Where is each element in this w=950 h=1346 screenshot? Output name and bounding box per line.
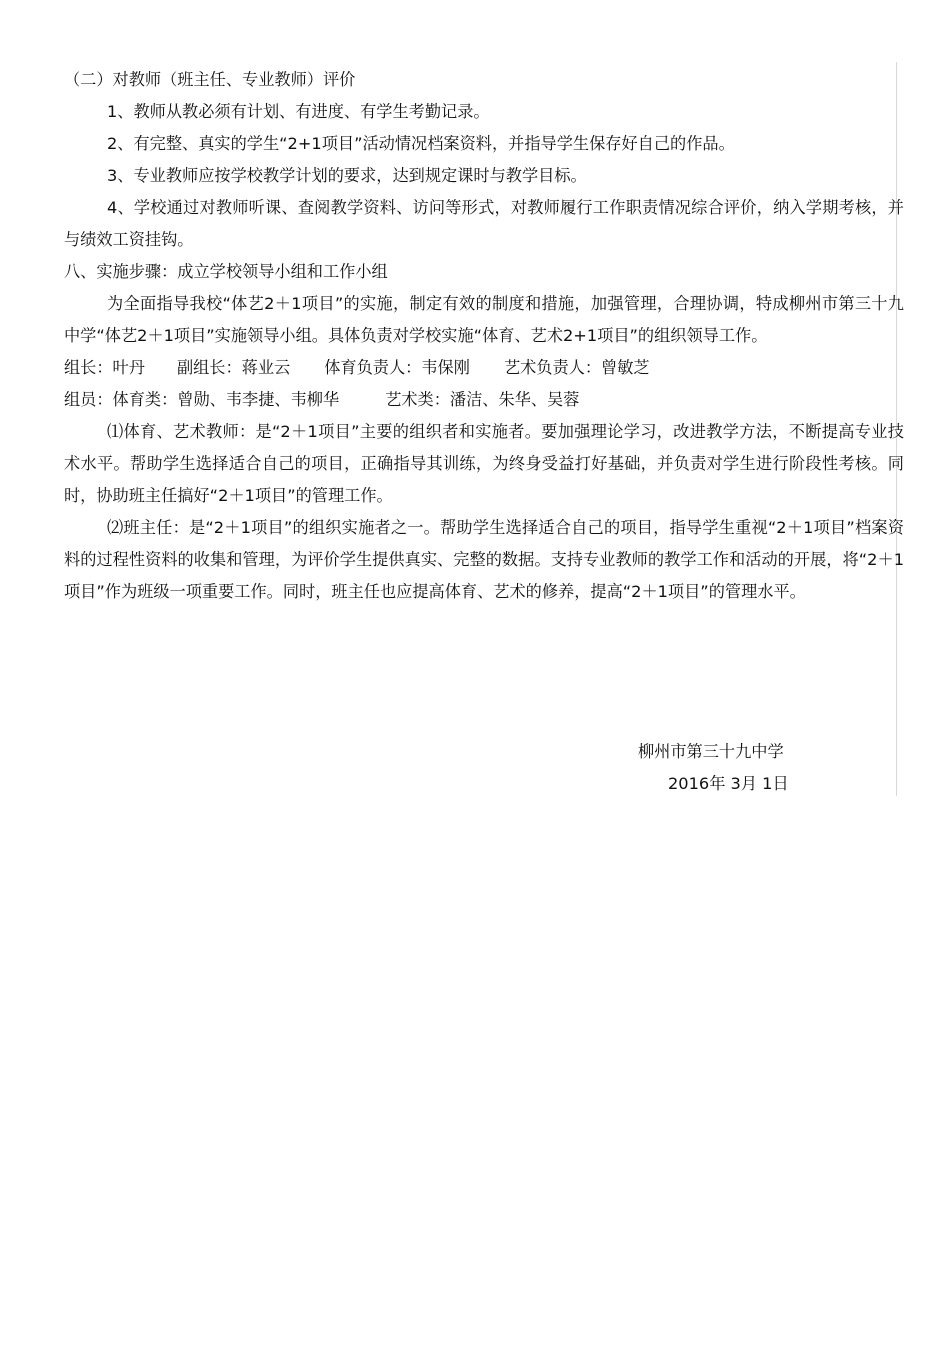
leadership-roster [64,352,904,384]
group-leader: 组长：叶丹 [64,358,145,377]
deputy-leader: 副组长：蒋业云 [176,358,291,377]
member-roster [64,384,904,416]
art-head: 艺术负责人：曾敏芝 [503,358,650,377]
teacher-eval-item-1: 1、教师从教必须有计划、有进度、有学生考勤记录。 [107,102,490,121]
teacher-eval-item-2: 2、有完整、真实的学生“2+1项目”活动情况档案资料，并指导学生保存好自己的作品。 [107,134,735,153]
signature-date: 2016年 3月 1日 [668,774,789,793]
leadership-group-intro: 为全面指导我校“体艺2＋1项目”的实施，制定有效的制度和措施，加强管理，合理协调，特成柳州市第三十九中学“体艺2＋1项目”实施领导小组。具体负责对学校实施“体育、艺术2+1项目”的组织领导工作。 [64,294,904,345]
pe-members: 组员：体育类：曾勋、韦李捷、韦柳华 [64,390,340,409]
section-heading-implementation-steps: 八、实施步骤：成立学校领导小组和工作小组 [64,262,388,281]
role-class-teacher: ⑵班主任：是“2＋1项目”的组织实施者之一。帮助学生选择适合自己的项目，指导学生重视“2＋1项目”档案资料的过程性资料的收集和管理，为评价学生提供真实、完整的数据。支持专业教师的教学工作和活动的开展，将“2＋1项目”作为班级一项重要工作。同时，班主任也应提高体育、艺术的修养，提高“2＋1项目”的管理水平。 [64,518,904,601]
document-body [64,64,904,608]
art-members: 艺术类：潘洁、朱华、吴蓉 [385,390,580,409]
teacher-eval-item-4: 4、学校通过对教师听课、查阅教学资料、访问等形式，对教师履行工作职责情况综合评价，纳入学期考核，并与绩效工资挂钩。 [64,198,904,249]
role-pe-art-teacher: ⑴体育、艺术教师：是“2＋1项目”主要的组织者和实施者。要加强理论学习，改进教学方法，不断提高专业技术水平。帮助学生选择适合自己的项目，正确指导其训练，为终身受益打好基础，并负责对学生进行阶段性考核。同时，协助班主任搞好“2＋1项目”的管理工作。 [64,422,904,505]
section-heading-teacher-evaluation: （二）对教师（班主任、专业教师）评价 [64,70,356,89]
signature-organization: 柳州市第三十九中学 [638,742,784,761]
teacher-eval-item-3: 3、专业教师应按学校教学计划的要求，达到规定课时与教学目标。 [107,166,587,185]
pe-head: 体育负责人：韦保刚 [324,358,470,377]
